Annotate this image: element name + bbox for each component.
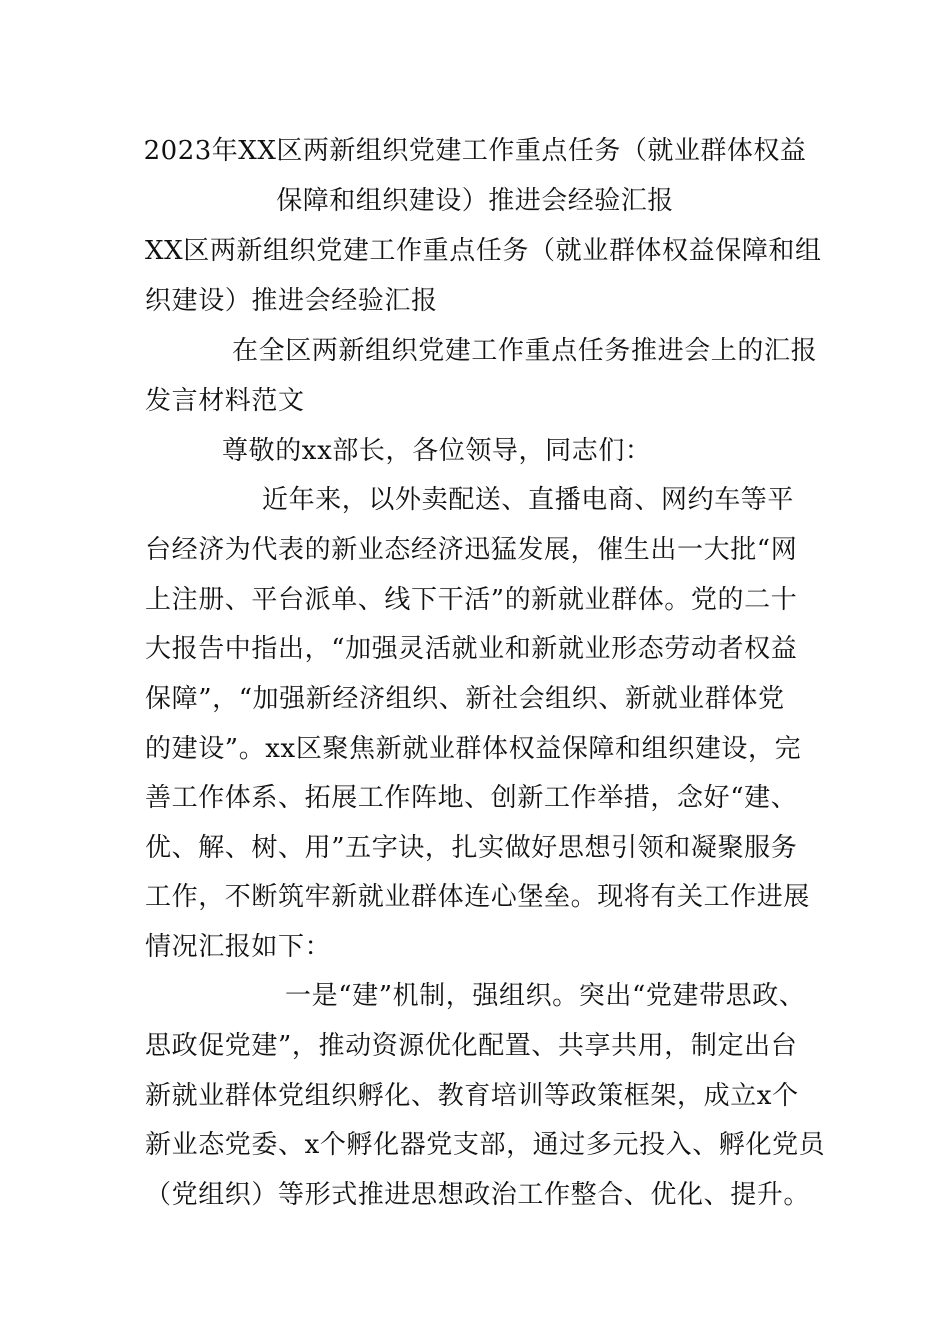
subtitle-line-1: XX区两新组织党建工作重点任务（就业群体权益保障和组 [145,236,822,266]
subtitle-line-2: 织建设）推进会经验汇报 [145,286,438,316]
intro-line-1: 在全区两新组织党建工作重点任务推进会上的汇报 [232,336,818,366]
paragraph-2-line: 新业态党委、x个孵化器党支部，通过多元投入、孵化党员 [145,1130,826,1160]
paragraph-1-line: 保障”，“加强新经济组织、新社会组织、新就业群体党 [145,684,785,714]
document-title-line-2: 保障和组织建设）推进会经验汇报 [276,186,674,216]
paragraph-1-line: 优、解、树、用”五字诀，扎实做好思想引领和凝聚服务 [145,833,798,863]
paragraph-1-line: 上注册、平台派单、线下干活”的新就业群体。党的二十 [145,585,798,615]
paragraph-1-line: 工作，不断筑牢新就业群体连心堡垒。现将有关工作进展 [145,882,811,912]
paragraph-2-line: 新就业群体党组织孵化、教育培训等政策框架，成立x个 [145,1081,799,1111]
salutation: 尊敬的xx部长，各位领导，同志们： [222,436,652,466]
paragraph-1-line: 大报告中指出，“加强灵活就业和新就业形态劳动者权益 [145,634,798,664]
intro-line-2: 发言材料范文 [145,386,305,416]
paragraph-1-line: 善工作体系、拓展工作阵地、创新工作举措，念好“建、 [145,783,798,813]
paragraph-1-line: 台经济为代表的新业态经济迅猛发展，催生出一大批“网 [145,535,798,565]
paragraph-2-line: （党组织）等形式推进思想政治工作整合、优化、提升。 [145,1180,811,1210]
paragraph-2-line: 思政促党建”，推动资源优化配置、共享共用，制定出台 [145,1031,798,1061]
paragraph-1-line: 情况汇报如下： [145,932,332,962]
paragraph-1-line: 的建设”。xx区聚焦新就业群体权益保障和组织建设，完 [145,734,802,764]
document-title-line-1: 2023年XX区两新组织党建工作重点任务（就业群体权益 [143,136,807,166]
paragraph-2-line: 一是“建”机制，强组织。突出“党建带思政、 [285,981,806,1011]
paragraph-1-line: 近年来，以外卖配送、直播电商、网约车等平 [262,485,795,515]
